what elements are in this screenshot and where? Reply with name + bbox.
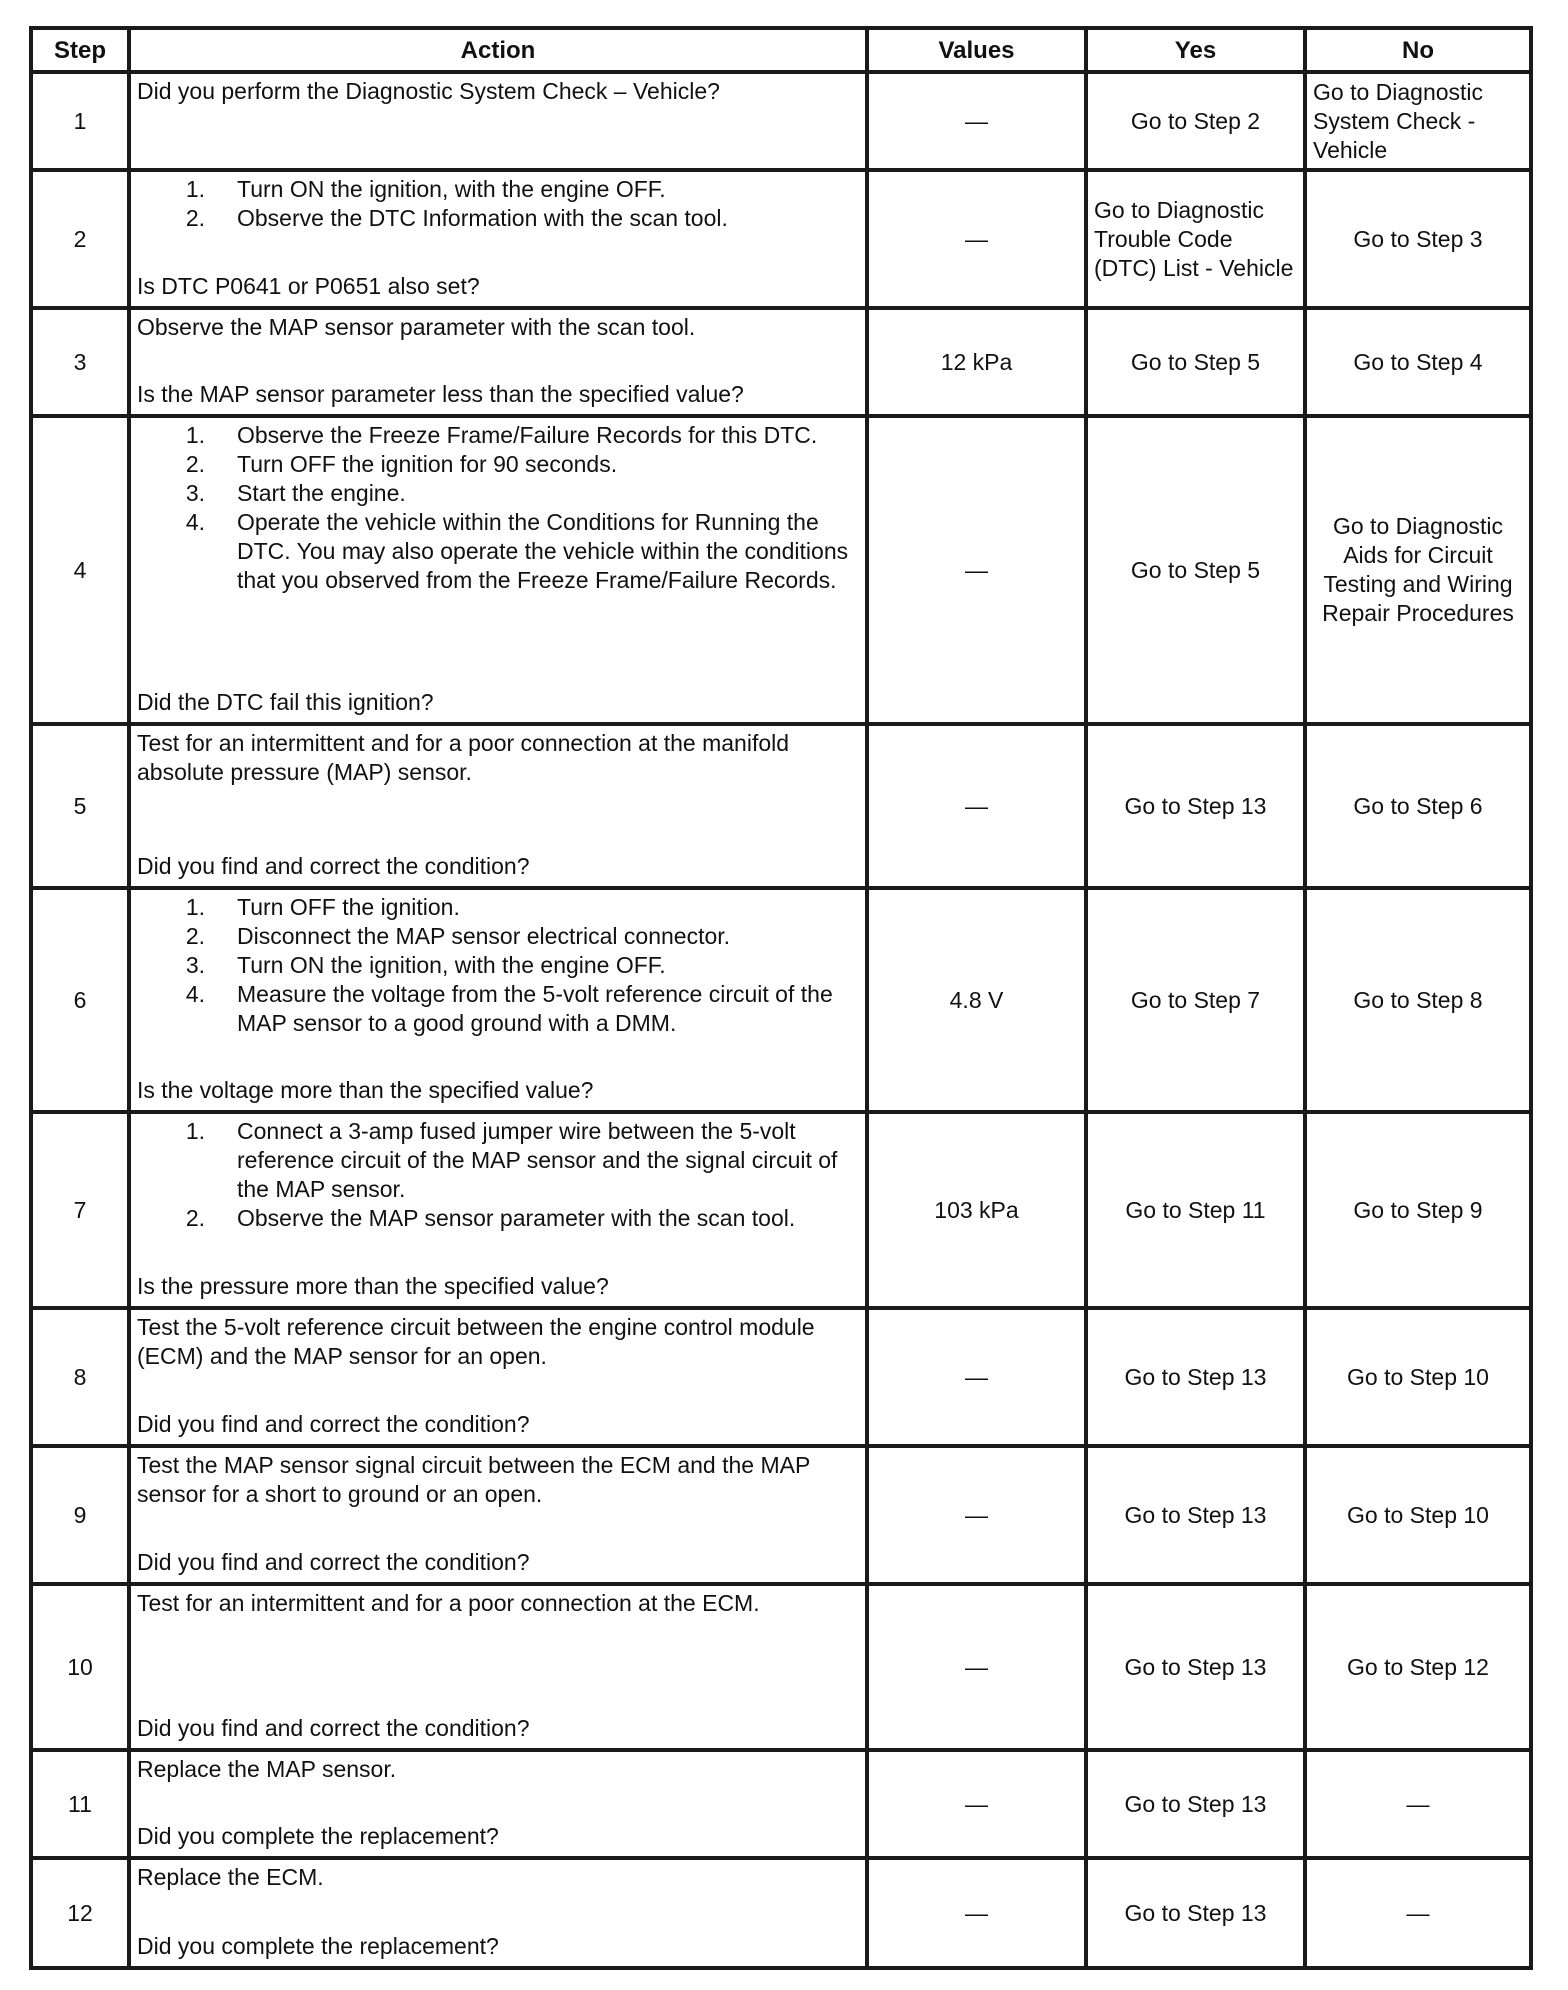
substep-text: Operate the vehicle within the Conditions for Running the DTC. You may also operate the vehicle within the conditions that you observed from the Freeze Frame/Failure Records.: [237, 509, 849, 593]
action-question: Did you find and correct the condition?: [137, 1715, 530, 1741]
step-number: 12: [31, 1858, 129, 1968]
no-cell: —: [1305, 1750, 1531, 1858]
substep-number: 3.: [185, 480, 205, 506]
substep-text: Turn OFF the ignition for 90 seconds.: [237, 451, 618, 477]
action-text: Test the 5-volt reference circuit between the engine control module (ECM) and the MAP sensor for an open.: [137, 1314, 815, 1369]
yes-cell: Go to Step 2: [1086, 72, 1305, 170]
value-cell: 12 kPa: [867, 308, 1086, 416]
value-cell: —: [867, 416, 1086, 724]
value-cell: —: [867, 170, 1086, 308]
substep-number: 2.: [185, 1205, 205, 1231]
yes-cell: Go to Diagnostic Trouble Code (DTC) List - Vehicle: [1086, 170, 1305, 308]
action-cell: [129, 72, 867, 170]
substep-item: [137, 508, 859, 595]
table-row: [31, 1584, 1531, 1750]
substep-item: [137, 421, 859, 450]
yes-cell: Go to Step 13: [1086, 1750, 1305, 1858]
substep-item: [137, 175, 859, 204]
value-cell: 103 kPa: [867, 1112, 1086, 1308]
action-cell: [129, 416, 867, 724]
action-cell: [129, 1750, 867, 1858]
value-cell: —: [867, 1584, 1086, 1750]
substep-number: 1.: [185, 1118, 205, 1144]
substep-number: 4.: [185, 981, 205, 1007]
step-number: 9: [31, 1446, 129, 1584]
action-question: Did you complete the replacement?: [137, 1823, 499, 1849]
action-cell: [129, 1584, 867, 1750]
table-row: [31, 1446, 1531, 1584]
substep-number: 3.: [185, 952, 205, 978]
diagnostic-table: [29, 26, 1533, 1970]
value-cell: —: [867, 1750, 1086, 1858]
substep-text: Start the engine.: [237, 480, 406, 506]
substep-number: 1.: [185, 894, 205, 920]
step-number: 11: [31, 1750, 129, 1858]
substep-item: [137, 951, 859, 980]
substep-text: Turn ON the ignition, with the engine OFF.: [237, 176, 666, 202]
no-cell: Go to Diagnostic Aids for Circuit Testing and Wiring Repair Procedures: [1305, 416, 1531, 724]
no-cell: Go to Step 6: [1305, 724, 1531, 888]
action-text: Observe the MAP sensor parameter with the scan tool.: [137, 314, 696, 340]
substep-list: [137, 1117, 859, 1233]
step-number: 4: [31, 416, 129, 724]
substep-number: 2.: [185, 205, 205, 231]
value-cell: —: [867, 72, 1086, 170]
table-row: [31, 888, 1531, 1112]
substep-number: 2.: [185, 923, 205, 949]
value-cell: —: [867, 1446, 1086, 1584]
action-cell: [129, 888, 867, 1112]
yes-cell: Go to Step 7: [1086, 888, 1305, 1112]
substep-list: [137, 421, 859, 595]
substep-item: [137, 204, 859, 233]
header-step: Step: [31, 28, 129, 72]
action-cell: [129, 1446, 867, 1584]
action-text: Replace the ECM.: [137, 1864, 324, 1890]
no-cell: Go to Step 10: [1305, 1446, 1531, 1584]
substep-text: Turn OFF the ignition.: [237, 894, 460, 920]
header-action: Action: [129, 28, 867, 72]
table-row: [31, 170, 1531, 308]
action-text: Test for an intermittent and for a poor connection at the manifold absolute pressure (MAP) sensor.: [137, 730, 790, 785]
substep-item: [137, 1204, 859, 1233]
header-row: [31, 28, 1531, 72]
action-text: Replace the MAP sensor.: [137, 1756, 397, 1782]
yes-cell: Go to Step 5: [1086, 416, 1305, 724]
action-text: Test for an intermittent and for a poor connection at the ECM.: [137, 1590, 760, 1616]
yes-cell: Go to Step 13: [1086, 1858, 1305, 1968]
substep-number: 2.: [185, 451, 205, 477]
action-text: Did you perform the Diagnostic System Check – Vehicle?: [137, 78, 720, 104]
yes-cell: Go to Step 13: [1086, 724, 1305, 888]
yes-cell: Go to Step 5: [1086, 308, 1305, 416]
substep-number: 4.: [185, 509, 205, 535]
substep-number: 1.: [185, 422, 205, 448]
action-question: Did you find and correct the condition?: [137, 853, 530, 879]
table-row: [31, 72, 1531, 170]
action-text: Test the MAP sensor signal circuit between the ECM and the MAP sensor for a short to ground or an open.: [137, 1452, 810, 1507]
step-number: 5: [31, 724, 129, 888]
step-number: 3: [31, 308, 129, 416]
substep-list: [137, 175, 859, 233]
table-row: [31, 308, 1531, 416]
value-cell: 4.8 V: [867, 888, 1086, 1112]
substep-list: [137, 893, 859, 1038]
header-values: Values: [867, 28, 1086, 72]
no-cell: Go to Step 8: [1305, 888, 1531, 1112]
no-cell: —: [1305, 1858, 1531, 1968]
header-yes: Yes: [1086, 28, 1305, 72]
value-cell: —: [867, 724, 1086, 888]
step-number: 6: [31, 888, 129, 1112]
table-row: [31, 1750, 1531, 1858]
substep-item: [137, 450, 859, 479]
table-row: [31, 1858, 1531, 1968]
step-number: 8: [31, 1308, 129, 1446]
action-cell: [129, 1858, 867, 1968]
action-cell: [129, 308, 867, 416]
action-question: Did you complete the replacement?: [137, 1933, 499, 1959]
step-number: 2: [31, 170, 129, 308]
action-question: Did you find and correct the condition?: [137, 1411, 530, 1437]
substep-text: Connect a 3-amp fused jumper wire between the 5-volt reference circuit of the MAP sensor and the signal circuit of the MAP sensor.: [237, 1118, 838, 1202]
substep-item: [137, 479, 859, 508]
step-number: 1: [31, 72, 129, 170]
table-row: [31, 1112, 1531, 1308]
action-question: Is the voltage more than the specified value?: [137, 1077, 594, 1103]
no-cell: Go to Step 3: [1305, 170, 1531, 308]
yes-cell: Go to Step 13: [1086, 1446, 1305, 1584]
no-cell: Go to Step 10: [1305, 1308, 1531, 1446]
no-cell: Go to Diagnostic System Check - Vehicle: [1305, 72, 1531, 170]
table-row: [31, 1308, 1531, 1446]
table-row: [31, 416, 1531, 724]
value-cell: —: [867, 1308, 1086, 1446]
action-cell: [129, 1112, 867, 1308]
no-cell: Go to Step 4: [1305, 308, 1531, 416]
substep-item: [137, 980, 859, 1038]
substep-text: Observe the Freeze Frame/Failure Records for this DTC.: [237, 422, 818, 448]
yes-cell: Go to Step 13: [1086, 1584, 1305, 1750]
substep-text: Observe the MAP sensor parameter with the scan tool.: [237, 1205, 796, 1231]
step-number: 7: [31, 1112, 129, 1308]
action-cell: [129, 170, 867, 308]
table-row: [31, 724, 1531, 888]
substep-text: Turn ON the ignition, with the engine OFF.: [237, 952, 666, 978]
substep-item: [137, 893, 859, 922]
action-question: Is the MAP sensor parameter less than the specified value?: [137, 381, 744, 407]
substep-text: Disconnect the MAP sensor electrical connector.: [237, 923, 731, 949]
substep-item: [137, 1117, 859, 1204]
action-question: Did you find and correct the condition?: [137, 1549, 530, 1575]
substep-text: Observe the DTC Information with the scan tool.: [237, 205, 728, 231]
no-cell: Go to Step 9: [1305, 1112, 1531, 1308]
action-question: Is DTC P0641 or P0651 also set?: [137, 273, 480, 299]
yes-cell: Go to Step 11: [1086, 1112, 1305, 1308]
action-cell: [129, 724, 867, 888]
yes-cell: Go to Step 13: [1086, 1308, 1305, 1446]
no-cell: Go to Step 12: [1305, 1584, 1531, 1750]
substep-number: 1.: [185, 176, 205, 202]
substep-text: Measure the voltage from the 5-volt reference circuit of the MAP sensor to a good ground with a DMM.: [237, 981, 833, 1036]
action-question: Did the DTC fail this ignition?: [137, 689, 434, 715]
action-cell: [129, 1308, 867, 1446]
step-number: 10: [31, 1584, 129, 1750]
action-question: Is the pressure more than the specified value?: [137, 1273, 609, 1299]
header-no: No: [1305, 28, 1531, 72]
value-cell: —: [867, 1858, 1086, 1968]
substep-item: [137, 922, 859, 951]
